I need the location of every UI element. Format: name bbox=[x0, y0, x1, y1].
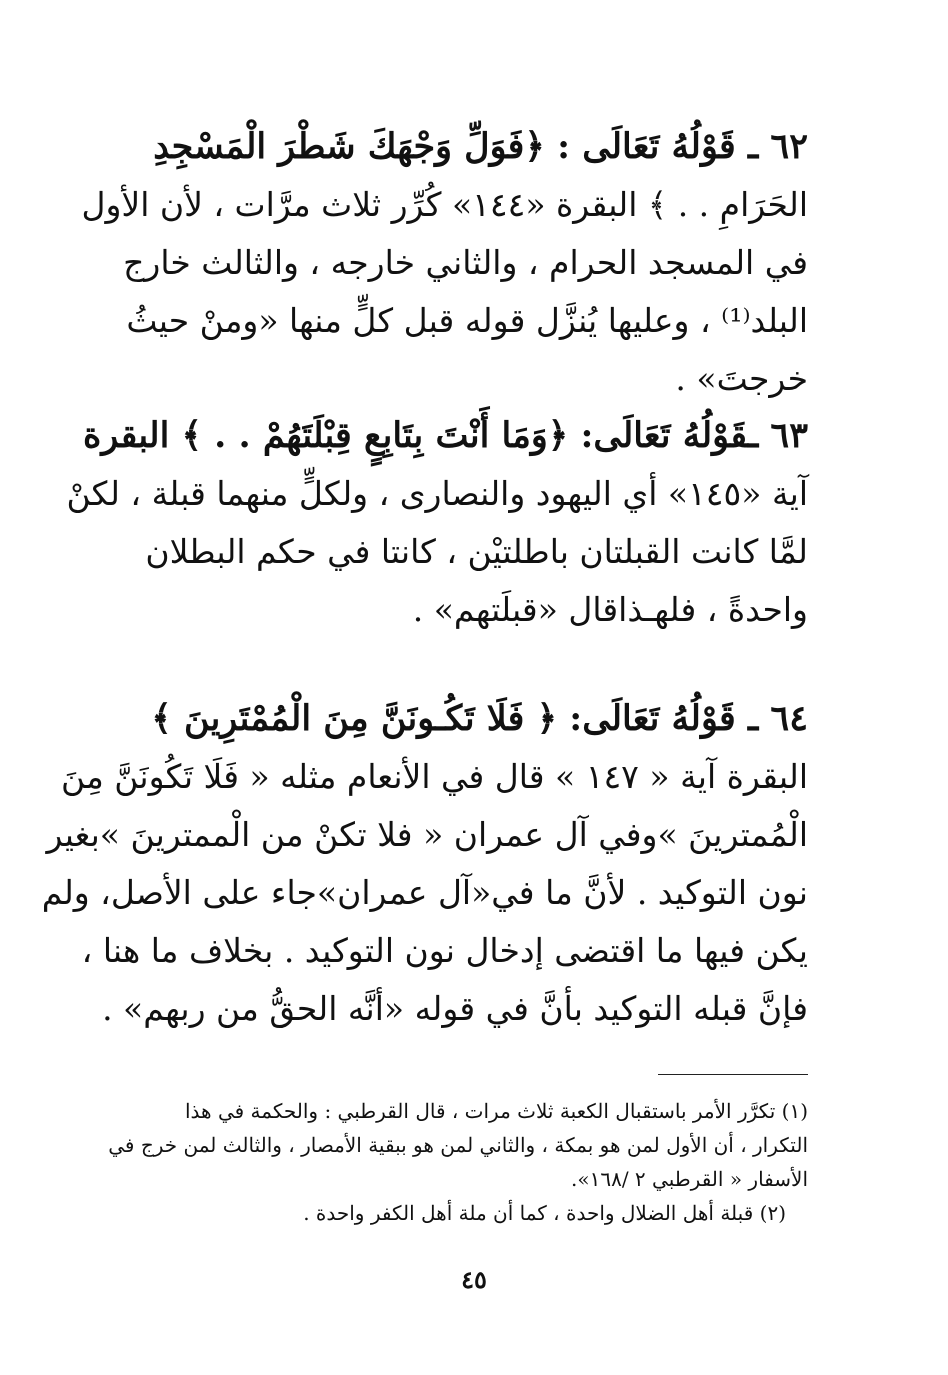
footnote-line: (٢) قبلة أهل الضلال واحدة ، كما أن ملة أهل الكفر واحدة . bbox=[303, 1201, 786, 1225]
section-62 bbox=[81, 118, 808, 408]
footnote-line: (١) تكرَّر الأمر باستقبال الكعبة ثلاث مرات ، قال القرطبي : والحكمة في هذا bbox=[184, 1099, 808, 1123]
page-number: ٤٥ bbox=[461, 1265, 487, 1294]
body-line: لمَّا كانت القبلتان باطلتيْن ، كانتا في حكم البطلان bbox=[145, 532, 808, 571]
body-line: واحدةً ، فلهـذاقال «قبلَتهم» . bbox=[412, 590, 808, 629]
section-63 bbox=[66, 407, 808, 639]
body-line: فإنَّ قبله التوكيد بأنَّ في قوله «أنَّه الحقُّ من ربهم» . bbox=[102, 989, 808, 1028]
body-line: نون التوكيد . لأنَّ ما في«آل عمران»جاء على الأصل، ولم bbox=[41, 873, 808, 912]
section-64 bbox=[41, 690, 808, 1038]
body-line: في المسجد الحرام ، والثاني خارجه ، والثالث خارج bbox=[123, 243, 808, 282]
footnote-line: التكرار ، أن الأول لمن هو بمكة ، والثاني لمن هو ببقية الأمصار ، والثالث لمن خرج في bbox=[108, 1133, 808, 1157]
body-line: الْمُمترينَ »وفي آل عمران « فلا تكنْ من الْممترينَ »بغير bbox=[46, 815, 808, 854]
body-line: البلد⁽¹⁾ ، وعليها يُنزَّل قوله قبل كلٍّ منها «ومنْ حيثُ bbox=[126, 301, 808, 340]
section-64-heading-line: ٦٤ ـ قَوْلُهُ تَعَالَى: ﴿ فَلَا تَكُـونَنَّ مِنَ الْمُمْتَرِينَ ﴾ bbox=[151, 698, 808, 739]
body-line: خرجتَ» . bbox=[675, 359, 808, 398]
body-line: البقرة آية « ١٤٧ » قال في الأنعام مثله « فَلَا تَكُونَنَّ مِنَ bbox=[61, 757, 808, 796]
footnotes bbox=[108, 1094, 808, 1230]
footnote-separator bbox=[658, 1074, 808, 1075]
body-line: آية «١٤٥» أي اليهود والنصارى ، ولكلٍّ منهما قبلة ، لكنْ bbox=[66, 474, 808, 513]
section-62-heading-line: ٦٢ ـ قَوْلُهُ تَعَالَى : ﴿فَوَلِّ وَجْهَكَ شَطْرَ الْمَسْجِدِ bbox=[153, 126, 808, 167]
body-line: يكن فيها ما اقتضى إدخال نون التوكيد . بخلاف ما هنا ، bbox=[81, 931, 808, 970]
section-63-heading-line: ٦٣ ـقَوْلُهُ تَعَالَى: ﴿وَمَا أَنْتَ بِتَابِعٍ قِبْلَتَهُمْ . . ﴾ البقرة bbox=[82, 415, 808, 456]
body-line: الحَرَامِ . . ﴾ البقرة «١٤٤» كُرِّر ثلاث مرَّات ، لأن الأول bbox=[81, 185, 808, 224]
footnote-line: الأسفار « القرطبي ٢ /١٦٨». bbox=[570, 1167, 808, 1191]
